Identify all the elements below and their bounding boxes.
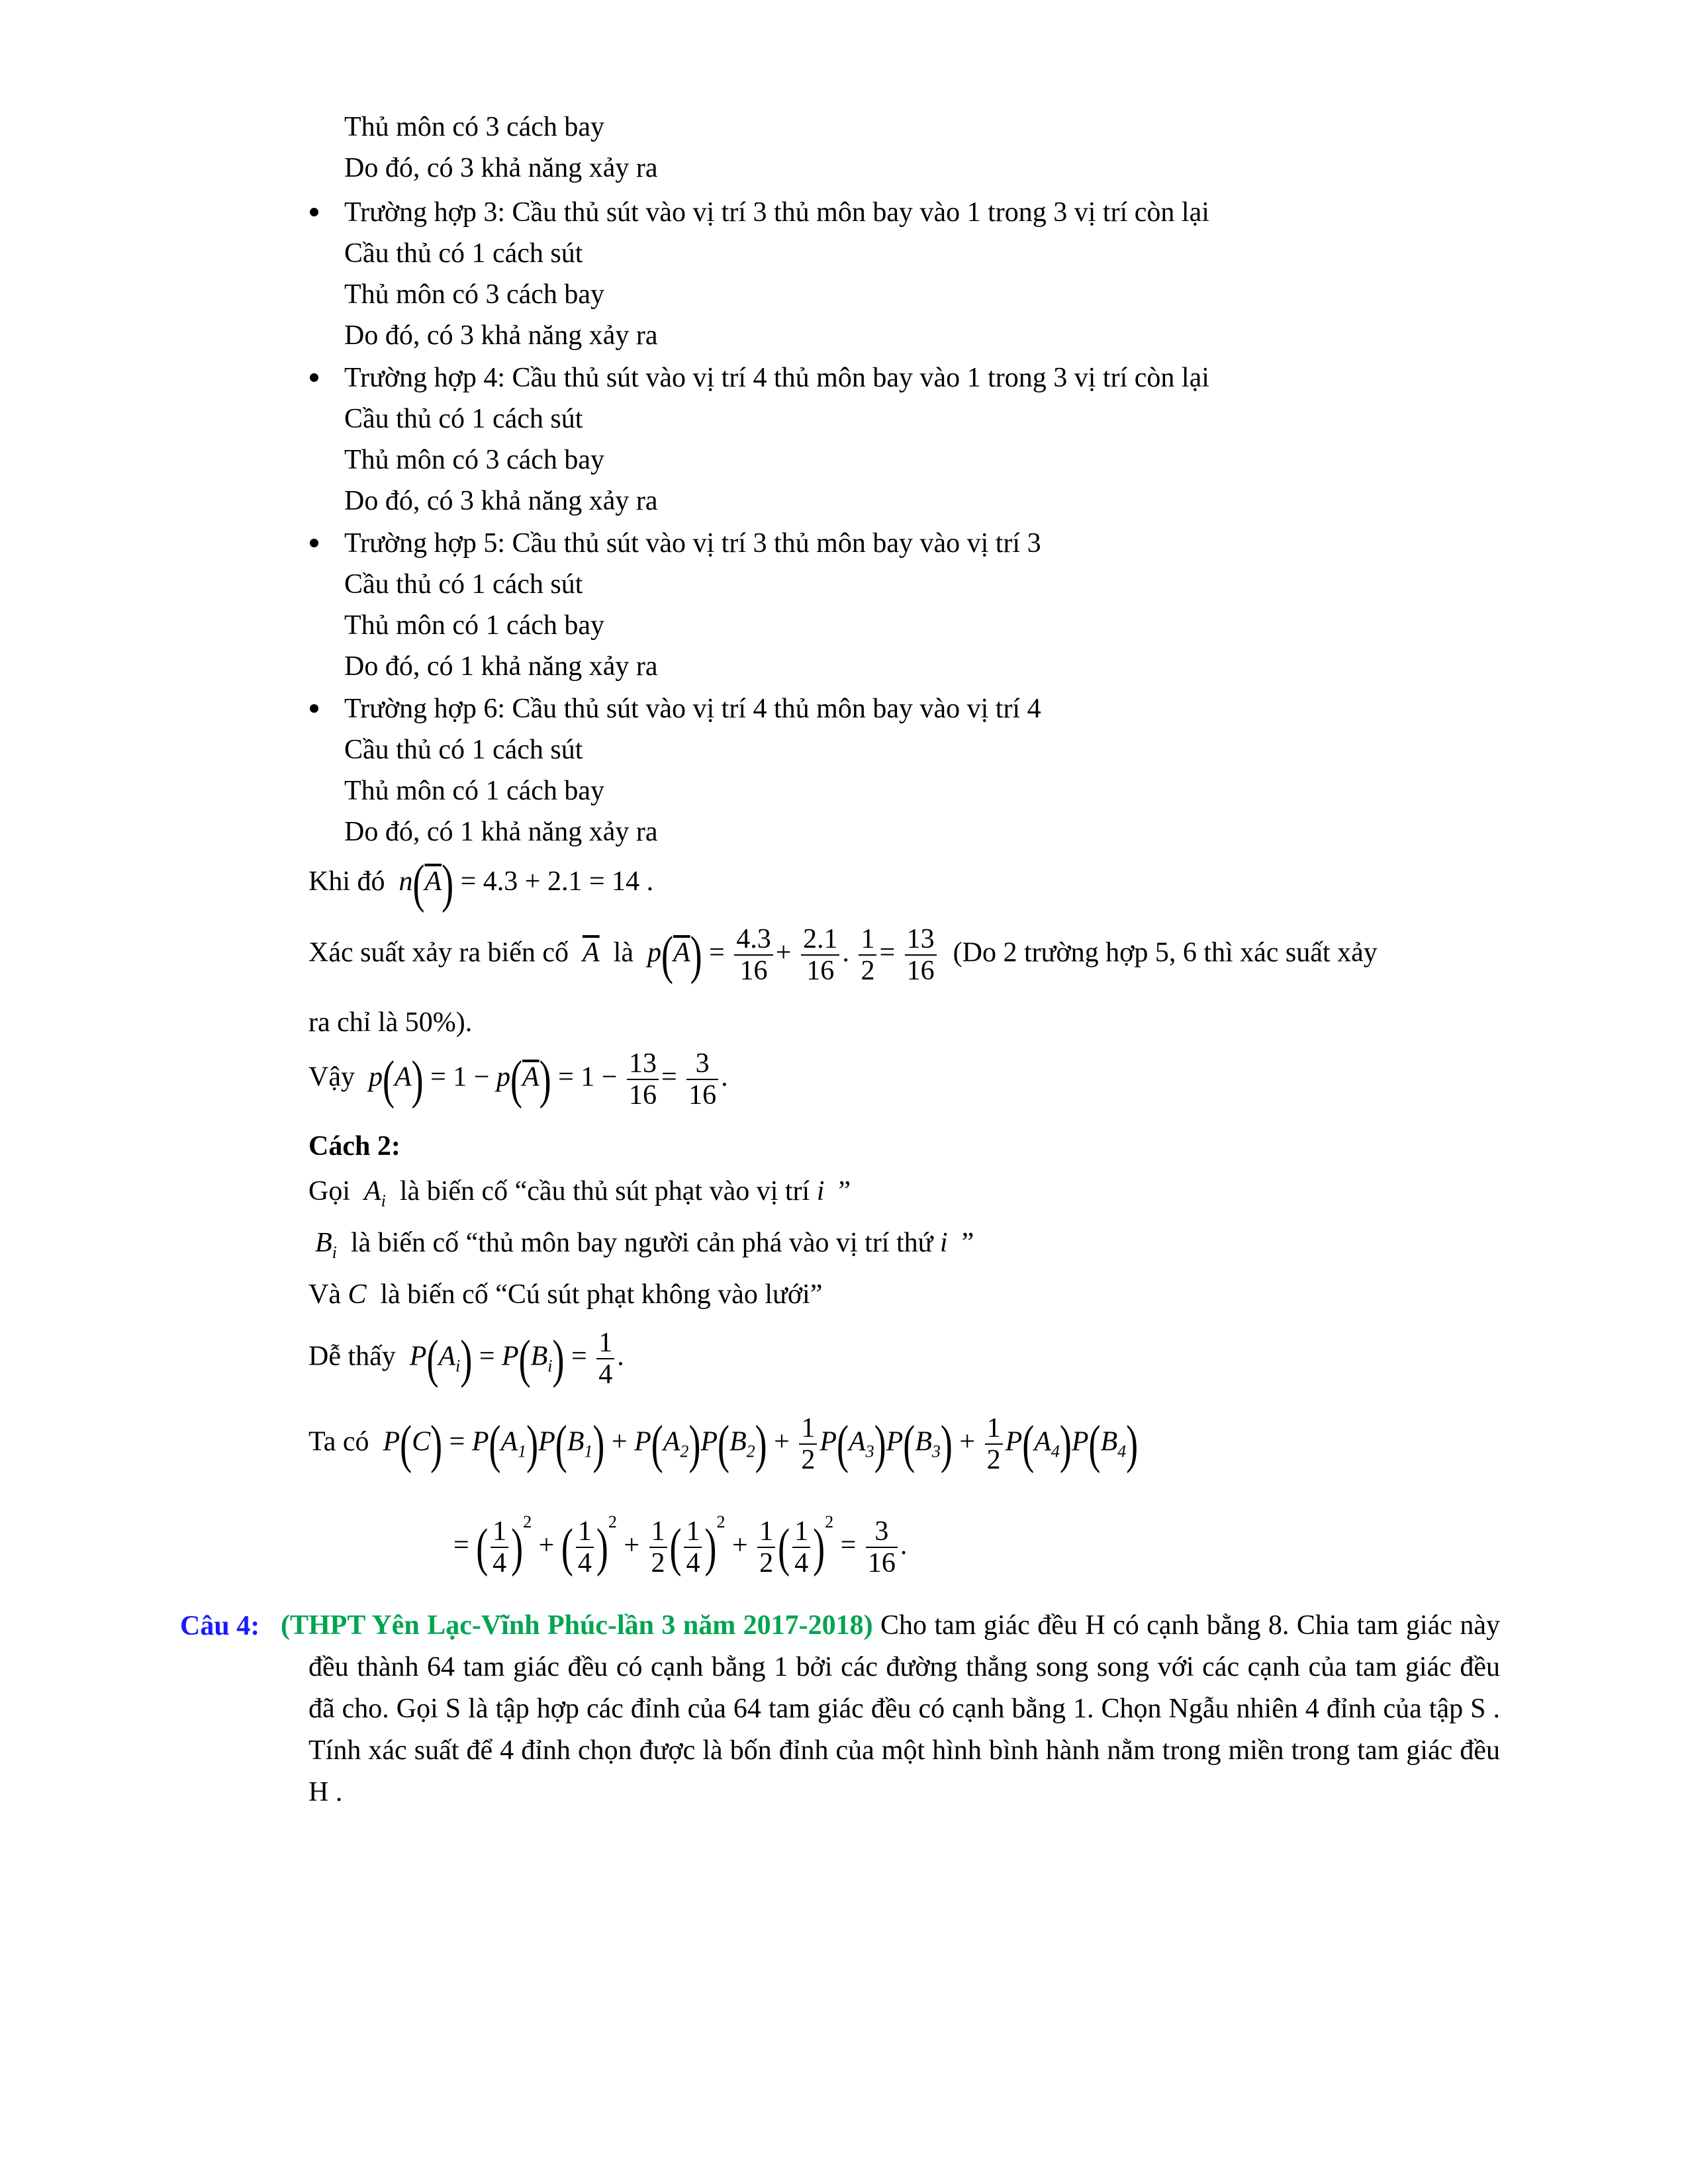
text-line: Trường hợp 5: Cầu thủ sút vào vị trí 3 thủ môn bay vào vị trí 3 xyxy=(344,528,1041,559)
fraction: $\frac{4.3}{16}$ xyxy=(734,924,773,986)
definition-b: $B_i$ là biến cố “thủ môn bay người cản phá vào vị trí thứ i ” xyxy=(315,1228,974,1262)
text-line: Cầu thủ có 1 cách sút xyxy=(344,735,583,765)
text-line: Do đó, có 1 khả năng xảy ra xyxy=(344,817,658,847)
fraction: $\frac{1}{2}$ xyxy=(859,924,876,986)
text-line: Cầu thủ có 1 cách sút xyxy=(344,569,583,600)
fraction: $\frac{3}{16}$ xyxy=(866,1516,898,1578)
total-probability-result: = ( $\frac{1}{4}$ )$^2$ + ( $\frac{1}{4}$ )$^2$ + $\frac{1}{2}$ ( $\frac{1}{4}$ )$^2$ + $\frac{1}{2}$ ( $\frac{1}{4}$ )$^2$ = $\frac{3}{16}$ . xyxy=(453,1512,908,1579)
bullet-icon xyxy=(310,539,318,547)
text-line: Trường hợp 6: Cầu thủ sút vào vị trí 4 thủ môn bay vào vị trí 4 xyxy=(344,694,1041,724)
text-line: Thủ môn có 3 cách bay xyxy=(344,112,605,142)
definition-a: Gọi $A_i$ là biến cố “cầu thủ sút phạt vào vị trí i ” xyxy=(308,1176,851,1210)
text-line: Thủ môn có 3 cách bay xyxy=(344,445,605,475)
fraction: $\frac{1}{2}$ xyxy=(757,1516,775,1578)
question-label: Câu 4: xyxy=(180,1611,260,1641)
text-line: Thủ môn có 3 cách bay xyxy=(344,279,605,310)
fraction: $\frac{1}{2}$ xyxy=(799,1413,817,1475)
method-heading: Cách 2: xyxy=(308,1131,400,1161)
text-line: Do đó, có 1 khả năng xảy ra xyxy=(344,651,658,682)
text-line: Trường hợp 3: Cầu thủ sút vào vị trí 3 thủ môn bay vào 1 trong 3 vị trí còn lại xyxy=(344,197,1209,228)
fraction: $\frac{1}{4}$ xyxy=(684,1516,702,1578)
probability-complement-line: Xác suất xảy ra biến cố $\overline{A}$ là $p(\overline{A})$ = $\frac{4.3}{16}$ + $\frac{2.1}{16}$ . $\frac{1}{2}$ = $\frac{13}{16}$ (Do 2 trường hợp 5, 6 thì xác suất xảy xyxy=(308,924,1378,986)
text-line: Trường hợp 4: Cầu thủ sút vào vị trí 4 thủ môn bay vào 1 trong 3 vị trí còn lại xyxy=(344,363,1209,393)
definition-c: Và C là biến cố “Cú sút phạt không vào lưới” xyxy=(308,1279,823,1310)
fraction: $\frac{1}{4}$ xyxy=(792,1516,810,1578)
fraction: $\frac{1}{2}$ xyxy=(985,1413,1003,1475)
text-line: Cầu thủ có 1 cách sút xyxy=(344,238,583,269)
fraction: $\frac{3}{16}$ xyxy=(686,1048,718,1111)
question-text: Cho tam giác đều H có cạnh bằng 8. Chia tam giác này đều thành 64 tam giác đều có cạnh bằng 1 bởi các đường thẳng song song với các cạnh của tam giác đều đã cho. Gọi S là tập hợp các đỉnh của 64 tam giác đều có cạnh bằng 1. Chọn Ngẫu nhiên 4 đỉnh của tập S . Tính xác suất để 4 đỉnh chọn được là bốn đỉnh của một hình bình hành nằm trong miền trong tam giác đều H . xyxy=(308,1610,1501,1807)
khi-do-line: Khi đó $n(\overline{A}) = 4.3 + 2.1 = 14$ . xyxy=(308,854,654,914)
fraction: $\frac{1}{4}$ xyxy=(576,1516,594,1578)
question-source: (THPT Yên Lạc-Vĩnh Phúc-lần 3 năm 2017-2018) xyxy=(281,1610,873,1641)
total-probability-line: Ta có $P(C) = P(A_1)P(B_1) + P(A_2)P(B_2)$ + $\frac{1}{2}$ $P(A_3)P(B_3)$ + $\frac{1}{2}$ $P(A_4)P(B_4)$ xyxy=(308,1413,1139,1475)
fraction: $\frac{1}{4}$ xyxy=(596,1328,614,1390)
fraction: $\frac{13}{16}$ xyxy=(627,1048,659,1111)
fraction: $\frac{2.1}{16}$ xyxy=(801,924,840,986)
text-line: Thủ môn có 1 cách bay xyxy=(344,610,605,641)
conclusion-line: Vậy $p(A) = 1 - p(\overline{A}) = 1$ − $\frac{13}{16}$ = $\frac{3}{16}$ . xyxy=(308,1048,728,1111)
equal-probability-line: Dễ thấy $P(A_i) = P(B_i)$ = $\frac{1}{4}$ . xyxy=(308,1328,624,1390)
text-line: Do đó, có 3 khả năng xảy ra xyxy=(344,486,658,516)
text-line: Cầu thủ có 1 cách sút xyxy=(344,404,583,434)
fraction: $\frac{1}{4}$ xyxy=(491,1516,508,1578)
text-line: Do đó, có 3 khả năng xảy ra xyxy=(344,153,658,183)
question-body xyxy=(281,1605,1501,1813)
bullet-icon xyxy=(310,704,318,713)
fraction: $\frac{13}{16}$ xyxy=(905,924,937,986)
text-line: Thủ môn có 1 cách bay xyxy=(344,776,605,806)
bullet-icon xyxy=(310,373,318,382)
fraction: $\frac{1}{2}$ xyxy=(649,1516,667,1578)
text-line: Do đó, có 3 khả năng xảy ra xyxy=(344,320,658,351)
text-line: ra chỉ là 50%). xyxy=(308,1007,473,1038)
bullet-icon xyxy=(310,208,318,216)
